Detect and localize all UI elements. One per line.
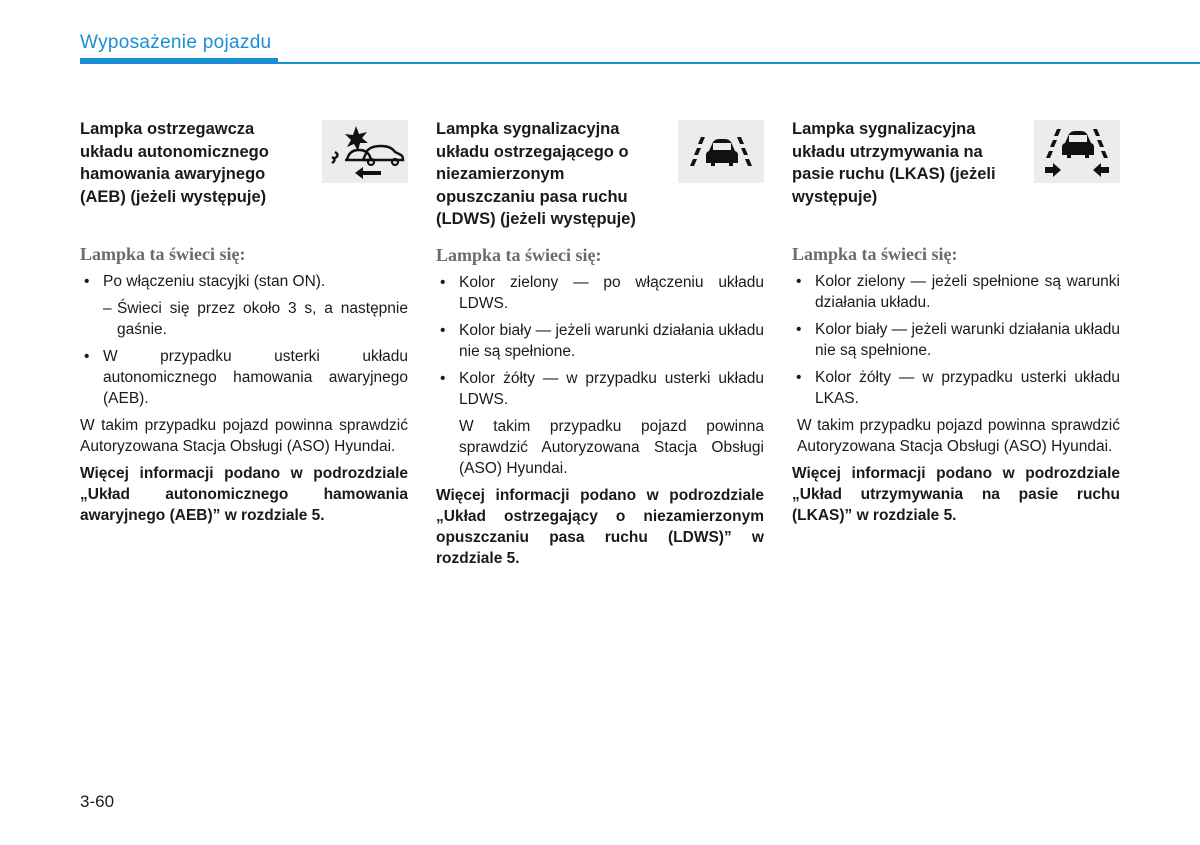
lamp-lights-heading: Lampka ta świeci się: <box>80 244 246 264</box>
list-item: • Kolor żółty — w przypadku usterki układu LKAS. <box>792 367 1120 409</box>
service-note: W takim przypadku pojazd powinna sprawdzić Autoryzowana Stacja Obsługi (ASO) Hyundai. <box>80 417 408 455</box>
header-divider <box>278 62 1200 64</box>
list-item: • W przypadku usterki układu autonomicznego hamowania awaryjnego (AEB). <box>80 346 408 409</box>
more-info-note: Więcej informacji podano w podrozdziale „Układ utrzymywania na pasie ruchu (LKAS)” w rozdziale 5. <box>792 465 1120 524</box>
list-item: • Kolor biały — jeżeli warunki działania układu nie są spełnione. <box>436 320 764 362</box>
list-item: • Kolor zielony — jeżeli spełnione są warunki działania układu. <box>792 271 1120 313</box>
list-subitem: – Świeci się przez około 3 s, a następnie gaśnie. <box>80 298 408 340</box>
service-note: W takim przypadku pojazd powinna sprawdzić Autoryzowana Stacja Obsługi (ASO) Hyundai. <box>459 417 764 477</box>
list-item: • Kolor żółty — w przypadku usterki układu LDWS. <box>436 368 764 410</box>
indicator-title: Lampka ostrzegawcza układu autonomicznego hamowania awaryjnego (AEB) (jeżeli występuje) <box>80 120 269 206</box>
list-item: • Kolor biały — jeżeli warunki działania układu nie są spełnione. <box>792 319 1120 361</box>
aeb-warning-icon <box>322 120 408 183</box>
list-item: • Kolor zielony — po włączeniu układu LDWS. <box>436 272 764 314</box>
column-header <box>80 118 408 208</box>
lamp-lights-heading: Lampka ta świeci się: <box>436 244 602 265</box>
column-header <box>436 118 764 231</box>
more-info-note: Więcej informacji podano w podrozdziale „Układ ostrzegający o niezamierzonym opuszczaniu pasa ruchu (LDWS)” w rozdziale 5. <box>436 486 764 567</box>
indicator-title: Lampka sygnalizacyjna układu ostrzegającego o niezamierzonym opuszczaniu pasa ruchu (LDWS) (jeżeli występuje) <box>436 120 636 228</box>
column-lkas <box>792 118 1120 526</box>
more-info-note: Więcej informacji podano w podrozdziale „Układ autonomicznego hamowania awaryjnego (AEB)” w rozdziale 5. <box>80 465 408 524</box>
service-note: W takim przypadku pojazd powinna sprawdzić Autoryzowana Stacja Obsługi (ASO) Hyundai. <box>797 417 1120 455</box>
column-aeb <box>80 118 408 526</box>
list-item: • Po włączeniu stacyjki (stan ON). <box>80 271 408 292</box>
column-ldws <box>436 118 764 569</box>
header-accent-bar <box>80 58 278 64</box>
lamp-lights-heading: Lampka ta świeci się: <box>792 244 958 264</box>
lkas-indicator-icon <box>1034 120 1120 183</box>
page-number: 3-60 <box>80 792 115 811</box>
indicator-title: Lampka sygnalizacyjna układu utrzymywania na pasie ruchu (LKAS) (jeżeli występuje) <box>792 120 996 206</box>
column-header <box>792 118 1120 208</box>
ldws-indicator-icon <box>678 120 764 183</box>
section-title: Wyposażenie pojazdu <box>80 32 272 53</box>
